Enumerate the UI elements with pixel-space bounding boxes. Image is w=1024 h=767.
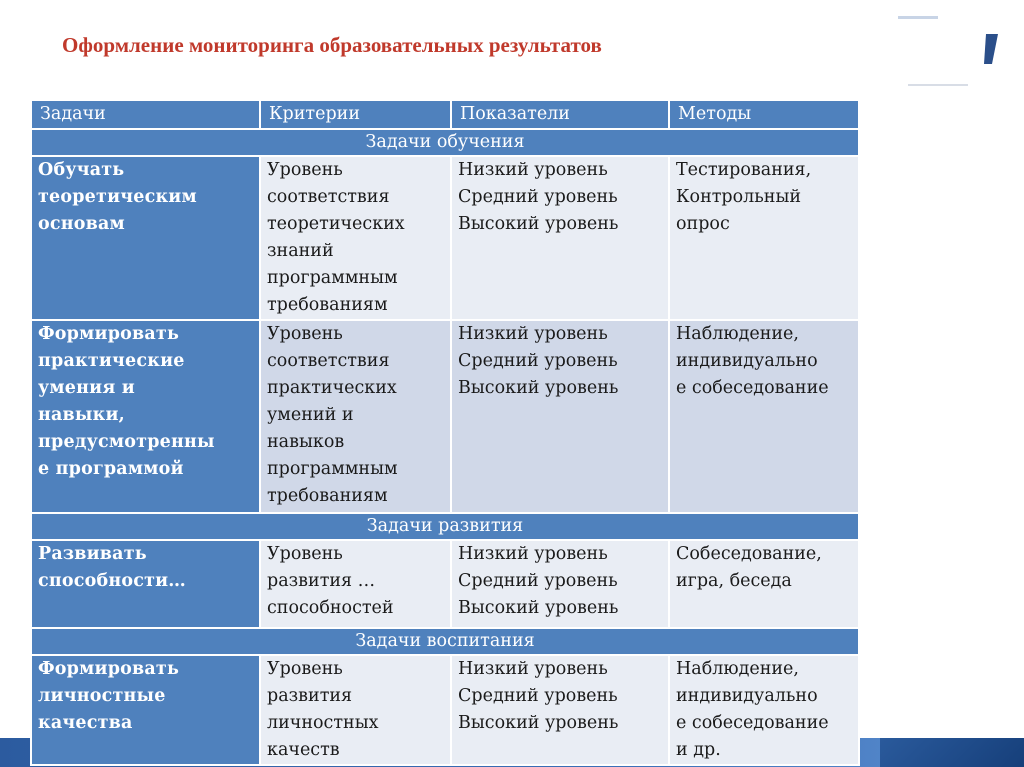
header-row xyxy=(31,100,859,129)
indicators-cell: Низкий уровень Средний уровень Высокий уровень xyxy=(451,655,669,765)
table-row xyxy=(31,156,859,320)
logo-icon xyxy=(880,14,1000,94)
section-row xyxy=(31,513,859,540)
table-row xyxy=(31,320,859,513)
task-cell: Развивать способности… xyxy=(31,540,260,628)
methods-cell: Наблюдение, индивидуально е собеседование и др. xyxy=(669,655,859,765)
task-cell: Формировать личностные качества xyxy=(31,655,260,765)
section-development-title: Задачи развития xyxy=(31,513,859,540)
criteria-cell: Уровень развития личностных качеств xyxy=(260,655,451,765)
methods-cell: Тестирования, Контрольный опрос xyxy=(669,156,859,320)
header-methods: Методы xyxy=(669,100,859,129)
header-tasks: Задачи xyxy=(31,100,260,129)
page-title: Оформление мониторинга образовательных результатов xyxy=(62,33,602,57)
indicators-cell: Низкий уровень Средний уровень Высокий уровень xyxy=(451,156,669,320)
methods-cell: Собеседование, игра, беседа xyxy=(669,540,859,628)
methods-cell: Наблюдение, индивидуально е собеседование xyxy=(669,320,859,513)
criteria-cell: Уровень соответствия теоретических знаний программным требованиям xyxy=(260,156,451,320)
monitoring-table xyxy=(30,99,860,766)
header-criteria: Критерии xyxy=(260,100,451,129)
task-cell: Обучать теоретическим основам xyxy=(31,156,260,320)
indicators-cell: Низкий уровень Средний уровень Высокий уровень xyxy=(451,320,669,513)
section-row xyxy=(31,628,859,655)
indicators-cell: Низкий уровень Средний уровень Высокий уровень xyxy=(451,540,669,628)
section-row xyxy=(31,129,859,156)
criteria-cell: Уровень развития … способностей xyxy=(260,540,451,628)
section-learning-title: Задачи обучения xyxy=(31,129,859,156)
header-indicators: Показатели xyxy=(451,100,669,129)
criteria-cell: Уровень соответствия практических умений и навыков программным требованиям xyxy=(260,320,451,513)
section-upbringing-title: Задачи воспитания xyxy=(31,628,859,655)
table-row xyxy=(31,540,859,628)
table-row xyxy=(31,655,859,765)
task-cell: Формировать практические умения и навыки, предусмотренны е программой xyxy=(31,320,260,513)
footer-wedge xyxy=(880,738,1024,767)
